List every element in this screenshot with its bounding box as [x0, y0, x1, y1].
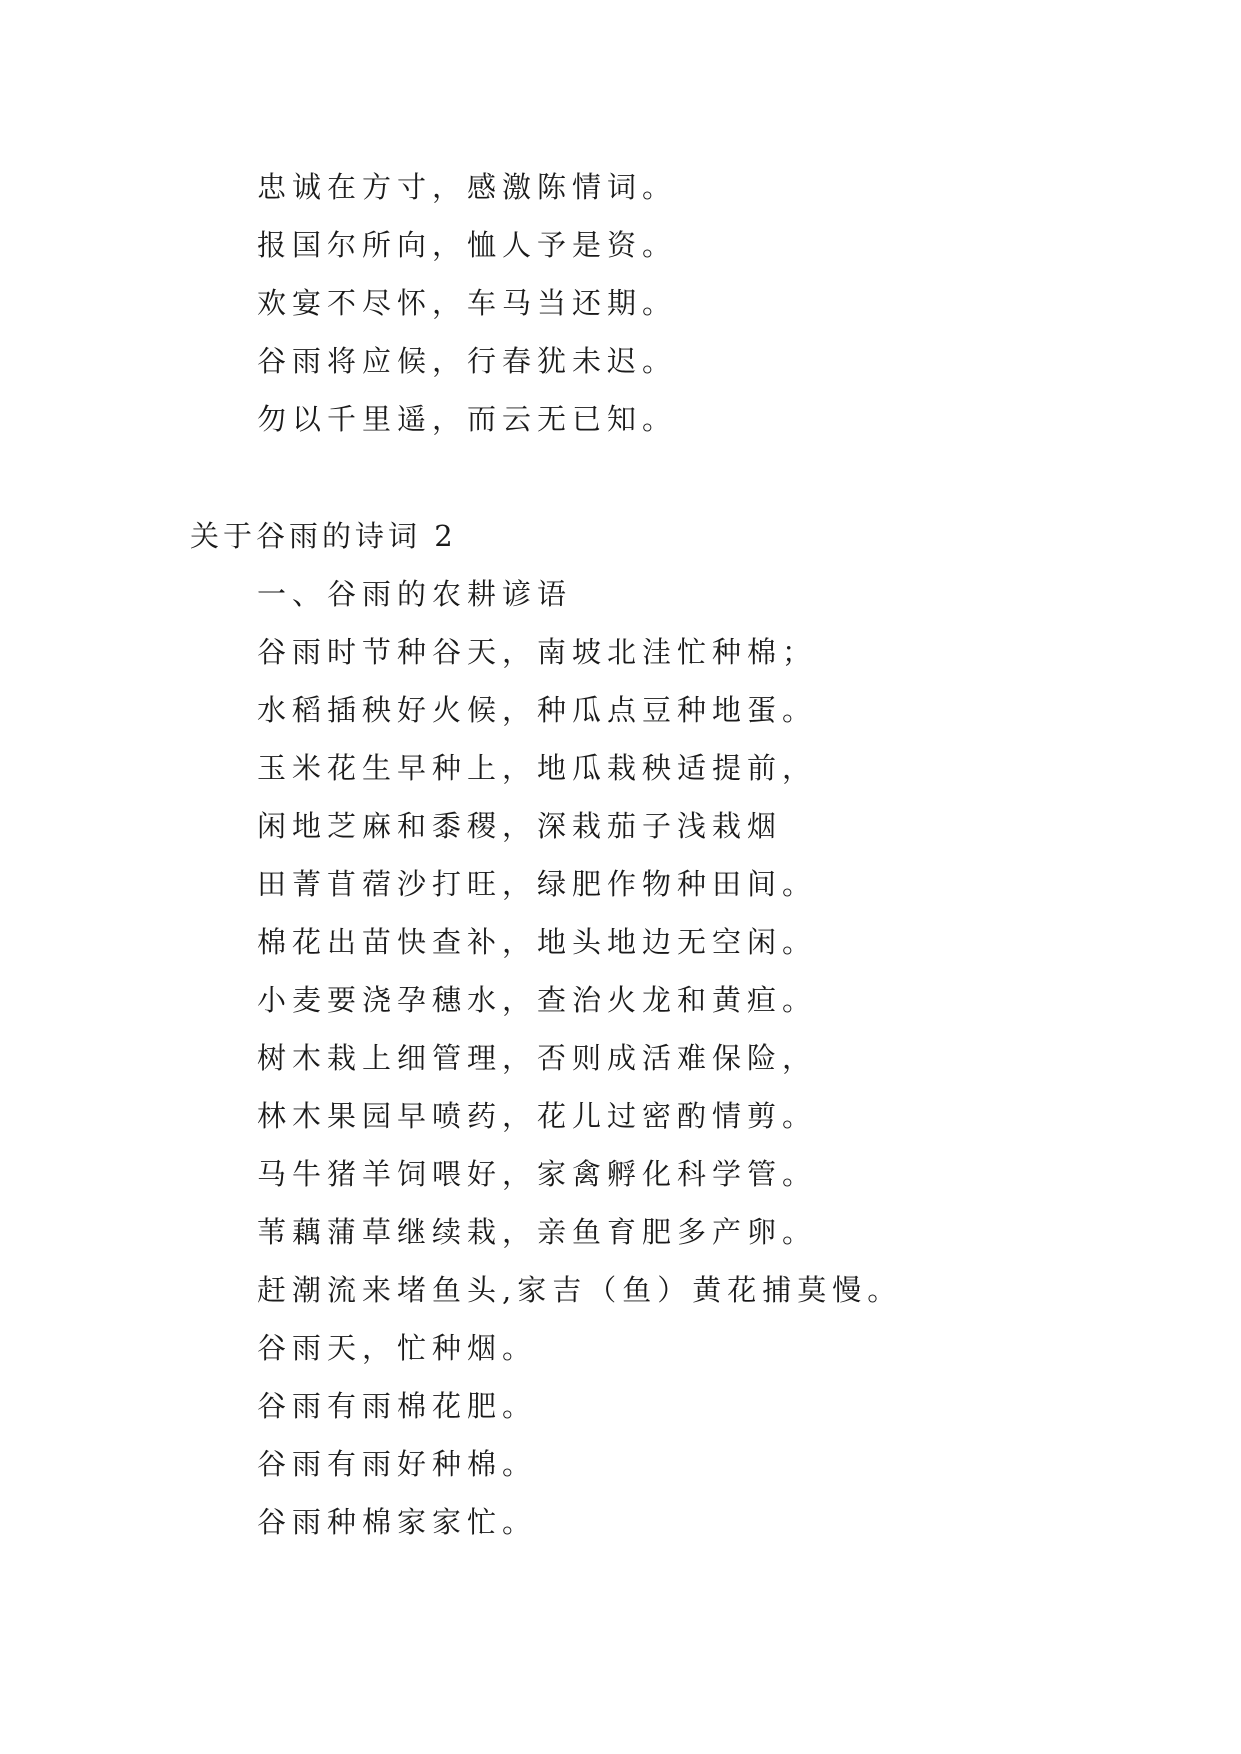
- proverb-line: 谷雨时节种谷天，南坡北洼忙种棉；: [257, 635, 818, 669]
- proverb-line: 林木果园早喷药，花儿过密酌情剪。: [257, 1099, 818, 1133]
- proverb-line: 谷雨种棉家家忙。: [257, 1505, 538, 1539]
- proverb-line: 苇藕蒲草继续栽，亲鱼育肥多产卵。: [257, 1215, 818, 1249]
- proverb-line: 谷雨有雨好种棉。: [257, 1447, 538, 1481]
- poem-line: 勿以千里遥，而云无已知。: [257, 402, 678, 436]
- poem-line: 报国尔所向，恤人予是资。: [257, 228, 678, 262]
- section-subheading: 一、谷雨的农耕谚语: [257, 577, 573, 611]
- poem-line: 谷雨将应候，行春犹未迟。: [257, 344, 678, 378]
- poem-line: 忠诚在方寸，感激陈情词。: [257, 170, 678, 204]
- proverb-line: 赶潮流来堵鱼头,家吉（鱼）黄花捕莫慢。: [257, 1273, 903, 1307]
- proverb-line: 谷雨天，忙种烟。: [257, 1331, 538, 1365]
- proverb-line: 水稻插秧好火候，种瓜点豆种地蛋。: [257, 693, 818, 727]
- proverb-line: 田菁苜蓿沙打旺，绿肥作物种田间。: [257, 867, 818, 901]
- poem-line: 欢宴不尽怀，车马当还期。: [257, 286, 678, 320]
- proverb-line: 马牛猪羊饲喂好，家禽孵化科学管。: [257, 1157, 818, 1191]
- proverb-line: 玉米花生早种上，地瓜栽秧适提前，: [257, 751, 818, 785]
- proverb-line: 小麦要浇孕穗水，查治火龙和黄疸。: [257, 983, 818, 1017]
- proverb-line: 谷雨有雨棉花肥。: [257, 1389, 538, 1423]
- section-2: [0, 507, 1241, 1551]
- poem-block: [0, 158, 1241, 448]
- section-heading: 关于谷雨的诗词 2: [190, 519, 457, 553]
- proverb-line: 树木栽上细管理，否则成活难保险，: [257, 1041, 818, 1075]
- proverb-line: 闲地芝麻和黍稷，深栽茄子浅栽烟: [257, 809, 783, 843]
- proverb-line: 棉花出苗快查补，地头地边无空闲。: [257, 925, 818, 959]
